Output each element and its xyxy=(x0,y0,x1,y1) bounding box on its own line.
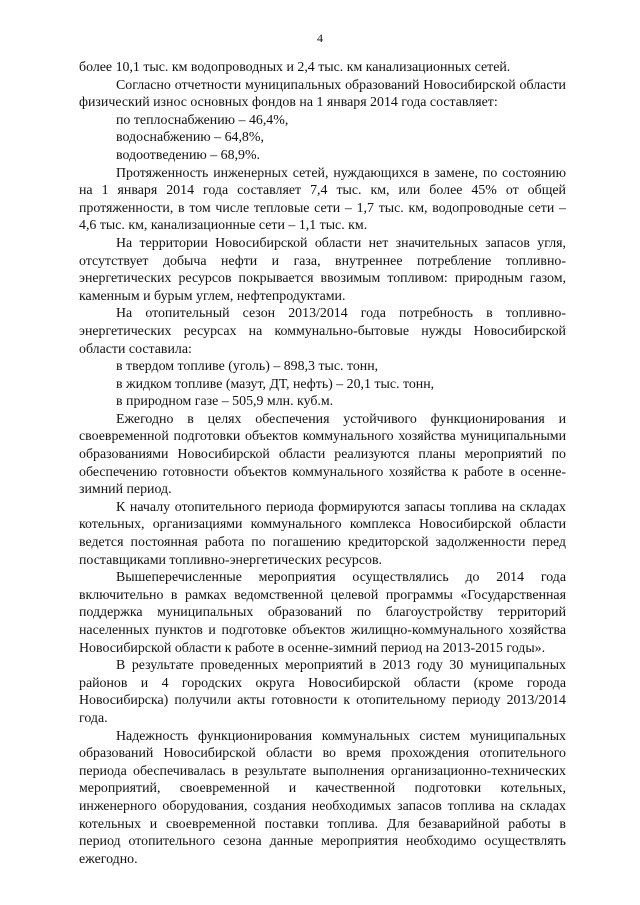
list-item-water-supply-wear: водоснабжению – 64,8%, xyxy=(116,130,264,146)
paragraph-fuel-stocks: К началу отопительного периода формируются запасы топлива на складах котельных, организациями коммунального комплекса Новосибирской области ведется постоянная работа по погашению кредиторской задолженности перед поставщиками топливно-энергетических ресурсов. xyxy=(79,499,566,568)
paragraph-fuel-resources: На территории Новосибирской области нет значительных запасов угля, отсутствует добыча нефти и газа, внутреннее потребление топливно-энергетических ресурсов покрывается ввозимым топливом: природным газом, каменным и бурым углем, нефтепродуктами. xyxy=(79,235,566,304)
paragraph-reliability: Надежность функционирования коммунальных систем муниципальных образований Новосибирской области во время прохождения отопительного периода обеспечивалась в результате выполнения организационно-технических мероприятий, своевременной и качественной подготовки котельных, инженерного оборудования, создания необходимых запасов топлива на складах котельных и своевременной поставки топлива. Для безаварийной работы в период отопительного сезона данные мероприятия необходимо осуществлять ежегодно. xyxy=(79,728,566,867)
paragraph-annual-preparation: Ежегодно в целях обеспечения устойчивого функционирования и своевременной подготовки объектов коммунального хозяйства муниципальными образованиями Новосибирской области реализуются планы мероприятий по обеспечению готовности объектов коммунального хозяйства к работе в осенне-зимний период. xyxy=(79,411,566,498)
page-number: 4 xyxy=(317,31,323,45)
list-item-heat-supply-wear: по теплоснабжению – 46,4%, xyxy=(116,112,289,128)
paragraph-readiness-acts: В результате проведенных мероприятий в 2013 году 30 муниципальных районов и 4 городских округа Новосибирской области (кроме города Новосибирска) получили акты готовности к отопительному периоду 2013/2014 года. xyxy=(79,658,566,726)
list-item-sewer-wear: водоотведению – 68,9%. xyxy=(116,147,261,163)
paragraph-wear-intro: Согласно отчетности муниципальных образований Новосибирской области физический износ основных фондов на 1 января 2014 года составляет: xyxy=(79,77,566,111)
paragraph-networks-replacement: Протяженность инженерных сетей, нуждающихся в замене, по состоянию на 1 января 2014 года составляет 7,4 тыс. км, или более 45% от общей протяженности, в том числе тепловые сети – 1,7 тыс. км, водопроводные сети – 4,6 тыс. км, канализационные сети – 1,1 тыс. км. xyxy=(79,165,566,234)
paragraph-water-sewer-networks: более 10,1 тыс. км водопроводных и 2,4 тыс. км канализационных сетей. xyxy=(79,60,511,75)
list-item-solid-fuel: в твердом топливе (уголь) – 898,3 тыс. тонн, xyxy=(116,359,379,375)
paragraph-heating-season-demand: На отопительный сезон 2013/2014 года потребность в топливно-энергетических ресурсах на коммунально-бытовые нужды Новосибирской области составила: xyxy=(79,306,566,357)
document-body xyxy=(79,59,566,868)
list-item-liquid-fuel: в жидком топливе (мазут, ДТ, нефть) – 20,1 тыс. тонн, xyxy=(116,376,435,392)
list-item-natural-gas: в природном газе – 505,9 млн. куб.м. xyxy=(116,394,334,410)
paragraph-program: Вышеперечисленные мероприятия осуществлялись до 2014 года включительно в рамках ведомственной целевой программы «Государственная поддержка муниципальных образований по благоустройству территорий населенных пунктов и подготовке объектов жилищно-коммунального хозяйства Новосибирской области к работе в осенне-зимний период на 2013-2015 годы». xyxy=(79,570,566,656)
